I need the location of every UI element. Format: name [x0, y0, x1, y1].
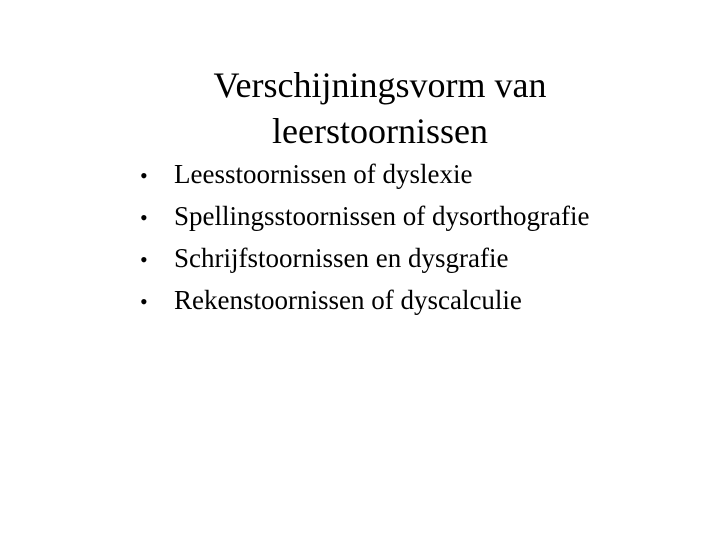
bullet-text: Spellingsstoornissen of dysorthografie: [174, 201, 590, 231]
bullet-icon: •: [140, 247, 148, 272]
slide-title: [120, 62, 640, 154]
bullet-list: [140, 153, 700, 321]
bullet-text: Schrijfstoornissen en dysgrafie: [174, 243, 509, 273]
bullet-item: [140, 195, 700, 237]
bullet-text: Leesstoornissen of dyslexie: [174, 159, 473, 189]
slide-title-line-1: Verschijningsvorm van: [213, 65, 547, 106]
bullet-text: Rekenstoornissen of dyscalculie: [174, 285, 522, 315]
slide-title-line-2: leerstoornissen: [272, 111, 488, 152]
bullet-item: [140, 153, 700, 195]
bullet-item: [140, 279, 700, 321]
bullet-item: [140, 237, 700, 279]
bullet-icon: •: [140, 163, 148, 188]
bullet-icon: •: [140, 289, 148, 314]
bullet-icon: •: [140, 205, 148, 230]
